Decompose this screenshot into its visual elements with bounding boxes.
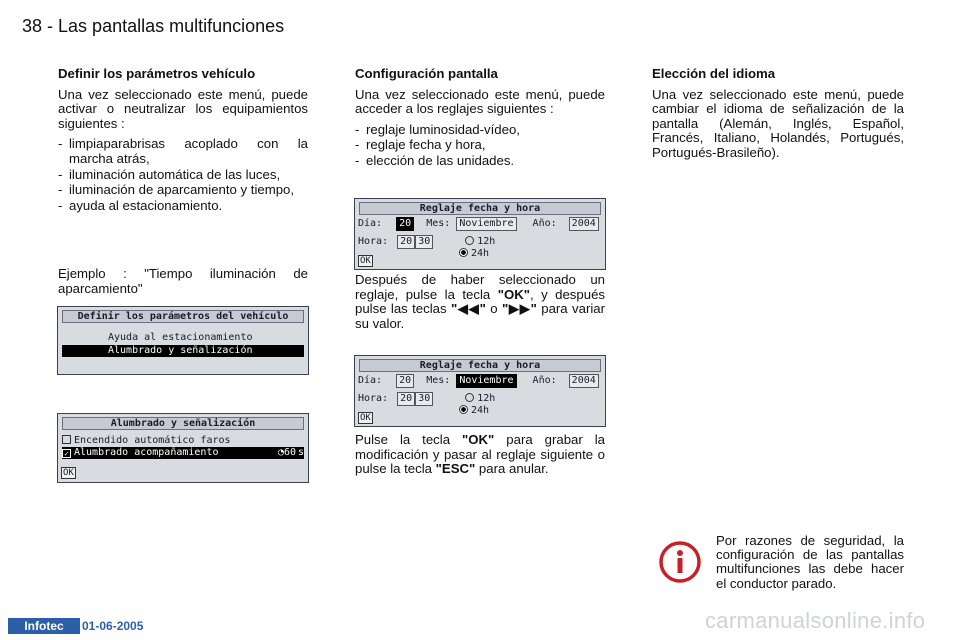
vehicle-params-section (58, 67, 308, 214)
duration-value: 60 (283, 447, 296, 458)
menu-row (62, 435, 231, 446)
date-row (358, 217, 599, 231)
day-label: Día: (358, 375, 383, 386)
date-time-screen (354, 198, 606, 270)
radio-selected-icon (459, 248, 468, 257)
equipment-list (58, 137, 308, 213)
day-field-selected: 20 (396, 217, 414, 231)
list-item: - iluminación de aparcamiento y tiempo, (58, 183, 308, 198)
list-item: - reglaje luminosidad-vídeo, (355, 123, 605, 138)
hour-field: 20 (397, 392, 415, 406)
year-field: 2004 (569, 374, 599, 388)
text-fragment: para grabar la modificación y pasar al reglaje siguiente o pulse la tecla (355, 432, 605, 477)
year-label: Año: (532, 375, 557, 386)
option-label: 12h (477, 393, 496, 404)
section-text: Una vez seleccionado este menú, puede cambiar el idioma de señalización de la pantalla (Alemán, Inglés, Español, Francés, Italiano, Holandés, Portugués, Portugués-Brasileño). (652, 86, 904, 160)
option-label: 12h (477, 236, 496, 247)
display-config-section (355, 67, 605, 170)
section-intro: Una vez seleccionado este menú, puede acceder a los reglajes siguientes : (355, 86, 605, 117)
menu-item-selected: Alumbrado y señalización (62, 345, 304, 357)
instruction-text-2 (355, 433, 605, 477)
text-fragment: para anular. (475, 461, 549, 477)
text-fragment: o (485, 301, 502, 317)
checkbox-checked-icon: ✓ (62, 449, 71, 458)
edition-date: 01-06-2005 (82, 619, 144, 633)
radio-icon (465, 236, 474, 245)
hour-label: Hora: (358, 393, 389, 404)
menu-item: Alumbrado acompañamiento (74, 447, 219, 458)
text-fragment: Pulse la tecla (355, 432, 463, 447)
screen-title: Reglaje fecha y hora (359, 359, 601, 372)
date-row (358, 374, 599, 388)
hour-label: Hora: (358, 236, 389, 247)
timer-icon: ◔ (277, 447, 284, 458)
ok-key-label: "OK" (462, 432, 495, 447)
menu-item: Ayuda al estacionamiento (108, 332, 253, 343)
example-text: Ejemplo : "Tiempo iluminación de aparcamiento" (58, 266, 308, 296)
rewind-icon: "◀◀" (450, 301, 486, 317)
list-item: - limpiaparabrisas acoplado con la marcha atrás, (58, 137, 308, 166)
year-field: 2004 (569, 217, 599, 231)
date-time-screen-month (354, 355, 606, 427)
watermark: carmanualsonline.info (705, 608, 926, 633)
option-label: 24h (471, 248, 490, 259)
esc-key-label: "ESC" (435, 461, 476, 477)
page-title: Las pantallas multifunciones (58, 16, 285, 36)
month-label: Mes: (426, 218, 451, 229)
menu-row-selected (62, 447, 304, 459)
time-row (358, 235, 495, 249)
lighting-screen (57, 413, 309, 483)
settings-list (355, 123, 605, 169)
radio-selected-icon (459, 405, 468, 414)
year-label: Año: (532, 218, 557, 229)
menu-item: Encendido automático faros (74, 435, 231, 446)
text-fragment: Después de haber seleccionado un reglaje, pulse la tecla (355, 272, 605, 302)
safety-note: Por razones de seguridad, la configuración de las pantallas multifunciones las debe hacer el conductor parado. (716, 533, 904, 591)
instruction-text-1 (355, 273, 605, 331)
duration-unit: s (297, 447, 304, 458)
time-row (358, 392, 495, 406)
language-section (652, 67, 904, 167)
ok-button: OK (360, 413, 371, 423)
screen-title: Definir los parámetros del vehículo (62, 310, 304, 323)
day-label: Día: (358, 218, 383, 229)
month-field-selected: Noviembre (456, 374, 516, 388)
ok-button: OK (360, 256, 371, 266)
ok-button: OK (63, 468, 74, 478)
list-item: - elección de las unidades. (355, 154, 605, 169)
checkbox-icon (62, 435, 71, 444)
text-fragment: , y después pulse las teclas (355, 286, 605, 317)
list-item: - ayuda al estacionamiento. (58, 199, 308, 214)
section-intro: Una vez seleccionado este menú, puede activar o neutralizar los equipamientos siguientes : (58, 86, 308, 131)
page-number: 38 (22, 16, 43, 36)
option-label: 24h (471, 405, 490, 416)
option-12h (465, 393, 495, 404)
section-heading: Definir los parámetros vehículo (58, 66, 256, 81)
month-field: Noviembre (456, 217, 516, 231)
vehicle-params-screen (57, 306, 309, 375)
radio-icon (465, 393, 474, 402)
fast-forward-icon: "▶▶" (501, 301, 537, 317)
option-24h (459, 248, 489, 259)
header-separator: - (42, 16, 59, 36)
day-field: 20 (396, 374, 414, 388)
ok-key-label: "OK" (497, 286, 530, 302)
section-heading: Configuración pantalla (355, 66, 498, 81)
option-12h (465, 236, 495, 247)
screen-title: Reglaje fecha y hora (359, 202, 601, 215)
hour-field: 20 (397, 235, 415, 249)
minute-field: 30 (415, 392, 433, 406)
text-fragment: para variar su valor. (355, 301, 605, 331)
screen-title: Alumbrado y señalización (62, 417, 304, 430)
page-header (22, 16, 284, 37)
minute-field: 30 (415, 235, 433, 249)
list-item: - reglaje fecha y hora, (355, 138, 605, 153)
brand-logo: Infotec (8, 618, 80, 634)
option-24h (459, 405, 489, 416)
month-label: Mes: (426, 375, 451, 386)
list-item: - iluminación automática de las luces, (58, 168, 308, 183)
section-heading: Elección del idioma (652, 66, 776, 81)
info-icon (658, 540, 702, 584)
